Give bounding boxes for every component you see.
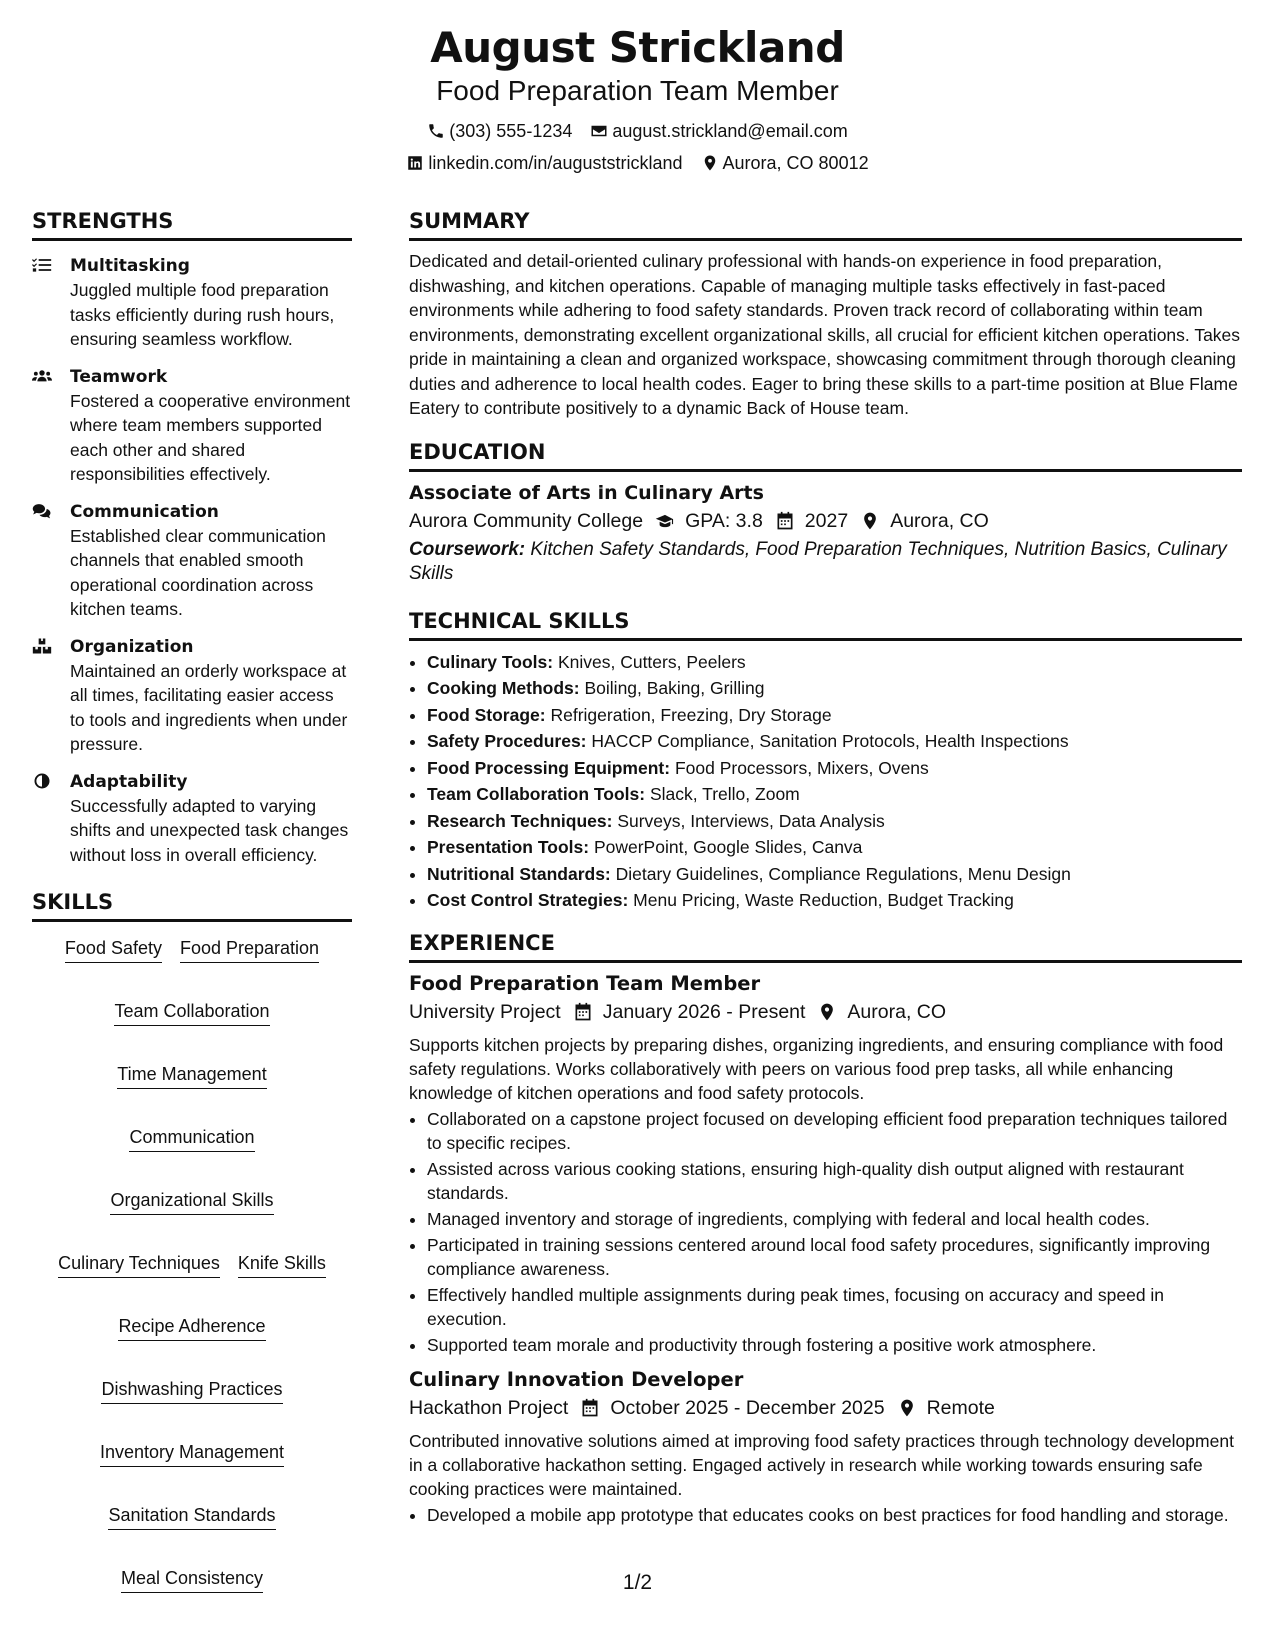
phone-text: (303) 555-1234: [449, 121, 573, 141]
half-circle-icon: [32, 772, 52, 790]
experience-heading: EXPERIENCE: [409, 930, 1242, 963]
job-location: Aurora, CO: [847, 1000, 947, 1023]
strength-item: [32, 770, 352, 868]
job-dates: October 2025 - December 2025: [610, 1396, 885, 1419]
skill-tag: Team Collaboration: [114, 999, 269, 1026]
skill-tag: Culinary Techniques: [58, 1251, 220, 1278]
list-item: • Assisted across various cooking stations, ensuring high-quality dish output aligned with restaurant standards.: [427, 1157, 1242, 1205]
skill-tag: Time Management: [117, 1062, 266, 1089]
skill-tag: Knife Skills: [238, 1251, 326, 1278]
strength-title: Teamwork: [70, 366, 168, 387]
education-meta: [409, 506, 1242, 536]
summary-heading: SUMMARY: [409, 208, 1242, 241]
map-pin-icon: [817, 1002, 837, 1022]
job-dates: January 2026 - Present: [602, 1000, 806, 1023]
list-item: • Effectively handled multiple assignments during peak times, focusing on accuracy and speed in execution.: [427, 1283, 1242, 1331]
list-item: • Presentation Tools: PowerPoint, Google Slides, Canva: [427, 834, 1242, 861]
linkedin-icon: [406, 154, 424, 172]
strength-title: Multitasking: [70, 256, 190, 276]
strength-title: Organization: [70, 636, 194, 657]
resume-header: [0, 22, 1275, 174]
map-pin-icon: [701, 154, 719, 172]
map-pin-icon: [860, 511, 880, 531]
strength-title: Adaptability: [70, 771, 188, 792]
job-bullets: [409, 1107, 1242, 1357]
contact-phone: [427, 120, 572, 142]
list-item: • Collaborated on a capstone project focused on developing efficient food preparation techniques tailored to specific recipes.: [427, 1107, 1242, 1155]
strength-desc: Established clear communication channels that enabled smooth operational coordination across kitchen teams.: [70, 525, 326, 619]
skills-list: [32, 936, 352, 1593]
coursework-label: Coursework:: [409, 538, 526, 560]
gpa-text: GPA: 3.8: [685, 509, 763, 532]
job-org: University Project: [409, 1000, 561, 1023]
skill-tag: Dishwashing Practices: [101, 1377, 282, 1404]
skill-tag: Inventory Management: [100, 1440, 284, 1467]
list-item: • Developed a mobile app prototype that educates cooks on best practices for food handling and storage.: [427, 1503, 1242, 1527]
list-item: • Food Processing Equipment: Food Processors, Mixers, Ovens: [427, 755, 1242, 782]
contact-row-1: [0, 120, 1275, 142]
job-bullets: [409, 1503, 1242, 1527]
contact-row-2: [0, 152, 1275, 174]
right-column: [409, 208, 1242, 1529]
strength-desc: Successfully adapted to varying shifts and unexpected task changes without loss in overall efficiency.: [70, 795, 349, 865]
email-link[interactable]: august.strickland@email.com: [612, 121, 848, 141]
strength-desc: Juggled multiple food preparation tasks efficiently during rush hours, ensuring seamless workflow.: [70, 280, 335, 349]
list-item: • Supported team morale and productivity through fostering a positive work atmosphere.: [427, 1333, 1242, 1357]
strength-item: [32, 635, 352, 757]
skill-tag: Sanitation Standards: [108, 1503, 275, 1530]
list-item: • Team Collaboration Tools: Slack, Trello, Zoom: [427, 781, 1242, 808]
page-number: 1/2: [622, 1571, 653, 1594]
skill-tag: Recipe Adherence: [118, 1314, 265, 1341]
contact-location: [701, 152, 869, 174]
strengths-heading: STRENGTHS: [32, 208, 352, 241]
skill-tag: Food Preparation: [180, 936, 319, 963]
calendar-icon: [580, 1398, 600, 1418]
graduation-year: 2027: [804, 509, 849, 532]
list-item: • Nutritional Standards: Dietary Guidelines, Compliance Regulations, Menu Design: [427, 861, 1242, 888]
skill-tag: Food Safety: [65, 936, 162, 963]
job-meta: [409, 1393, 1242, 1423]
contact-email[interactable]: [590, 120, 847, 142]
skill-tag: Communication: [129, 1125, 254, 1152]
graduation-cap-icon: [655, 511, 675, 531]
technical-skills-list: [409, 649, 1242, 914]
strength-item: [32, 365, 352, 487]
job-description: Supports kitchen projects by preparing dishes, organizing ingredients, and ensuring compliance with food safety regulations. Works collaboratively with peers on various food prep tasks, all while enhancing knowledge of kitchen operations and food safety protocols.: [409, 1034, 1224, 1103]
calendar-icon: [573, 1002, 593, 1022]
skills-heading: SKILLS: [32, 889, 352, 922]
list-item: • Food Storage: Refrigeration, Freezing, Dry Storage: [427, 702, 1242, 729]
skill-tag: Meal Consistency: [121, 1566, 263, 1593]
job-location: Remote: [926, 1396, 995, 1419]
job-title: Culinary Innovation Developer: [409, 1367, 744, 1391]
map-pin-icon: [897, 1398, 917, 1418]
calendar-icon: [775, 511, 795, 531]
boxes-icon: [32, 637, 52, 655]
strength-item: [32, 254, 352, 352]
degree-title: Associate of Arts in Culinary Arts: [409, 481, 764, 504]
coursework: [409, 538, 1242, 586]
users-icon: [32, 367, 52, 385]
candidate-role: Food Preparation Team Member: [436, 75, 839, 106]
technical-skills-heading: TECHNICAL SKILLS: [409, 608, 1242, 641]
phone-icon: [427, 122, 445, 140]
list-item: • Safety Procedures: HACCP Compliance, Sanitation Protocols, Health Inspections: [427, 728, 1242, 755]
list-item: • Research Techniques: Surveys, Interviews, Data Analysis: [427, 808, 1242, 835]
strength-desc: Fostered a cooperative environment where team members supported each other and shared responsibilities effectively.: [70, 390, 351, 484]
candidate-name: August Strickland: [430, 23, 845, 72]
coursework-list: Kitchen Safety Standards, Food Preparation Techniques, Nutrition Basics, Culinary Skills: [409, 538, 1227, 584]
contact-linkedin[interactable]: [406, 152, 682, 174]
list-item: • Cooking Methods: Boiling, Baking, Grilling: [427, 675, 1242, 702]
education-heading: EDUCATION: [409, 439, 1242, 472]
linkedin-link[interactable]: linkedin.com/in/auguststrickland: [428, 153, 683, 173]
school-name: Aurora Community College: [409, 509, 644, 532]
left-column: [32, 208, 352, 1593]
list-item: • Participated in training sessions centered around local food safety procedures, significantly improving compliance awareness.: [427, 1233, 1242, 1281]
list-item: • Cost Control Strategies: Menu Pricing, Waste Reduction, Budget Tracking: [427, 887, 1242, 914]
list-item: • Culinary Tools: Knives, Cutters, Peelers: [427, 649, 1242, 676]
list-item: • Managed inventory and storage of ingredients, complying with federal and local health codes.: [427, 1207, 1242, 1231]
location-text: Aurora, CO 80012: [722, 153, 869, 173]
school-location: Aurora, CO: [890, 509, 989, 532]
strength-desc: Maintained an orderly workspace at all times, facilitating easier access to tools and ingredients when under pressure.: [70, 660, 348, 754]
job-description: Contributed innovative solutions aimed at improving food safety practices through technology development in a collaborative hackathon setting. Engaged actively in research while working towards ensuring safe cooking practices were maintained.: [409, 1430, 1234, 1499]
checklist-icon: [32, 256, 52, 274]
job-title: Food Preparation Team Member: [409, 971, 761, 995]
chat-icon: [32, 502, 52, 520]
skill-tag: Organizational Skills: [110, 1188, 273, 1215]
envelope-icon: [590, 122, 608, 140]
job-meta: [409, 997, 1242, 1027]
strength-item: [32, 500, 352, 622]
strength-title: Communication: [70, 501, 219, 522]
job-org: Hackathon Project: [409, 1396, 569, 1419]
summary-text: Dedicated and detail-oriented culinary professional with hands-on experience in food preparation, dishwashing, and kitchen operations. Capable of managing multiple tasks effectively in fast-paced environments while adhering to food safety standards. Proven track record of collaborating within team environments, demonstrating excellent organizational skills, all crucial for efficient kitchen operations. Takes pride in maintaining a clean and organized workspace, showcasing commitment through thorough cleaning duties and adherence to local health codes. Eager to bring these skills to a part-time position at Blue Flame Eatery to contribute positively to a dynamic Back of House team.: [409, 251, 1241, 418]
